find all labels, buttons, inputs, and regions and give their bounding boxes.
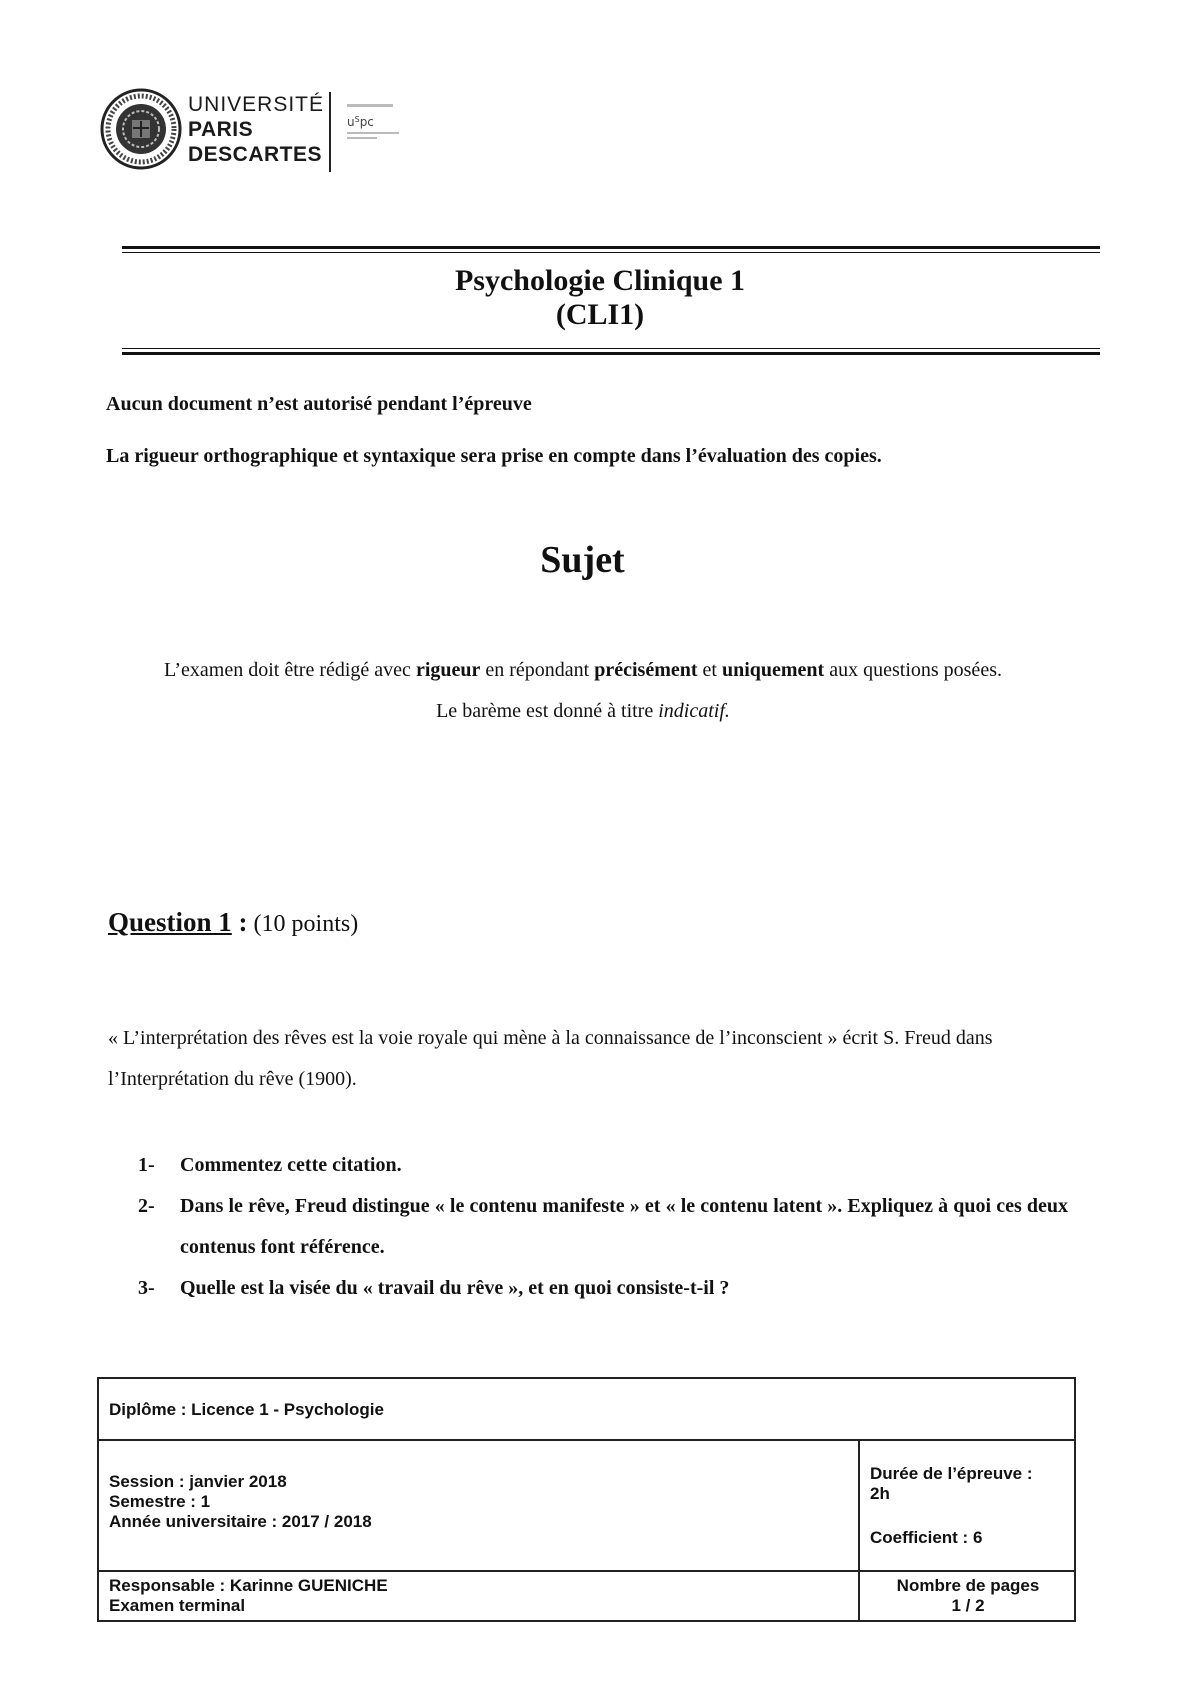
- question-item: [138, 1145, 1068, 1186]
- question-item-text: Quelle est la visée du « travail du rêve », et en quoi consiste-t-il ?: [180, 1277, 730, 1299]
- question-points: (10 points): [247, 911, 359, 937]
- question-list: [138, 1145, 1068, 1309]
- title-rule-top-thin: [122, 252, 1100, 253]
- intro-text-1: L’examen doit être rédigé avec: [164, 659, 416, 681]
- question-item-text: Commentez cette citation.: [180, 1154, 402, 1176]
- info-row-diploma: [99, 1379, 1074, 1441]
- question-colon: :: [231, 907, 248, 937]
- question-item-number: 3-: [138, 1277, 155, 1299]
- university-name-line1: UNIVERSITÉ: [188, 93, 325, 116]
- responsible-field: Responsable : Karinne GUENICHE: [109, 1576, 388, 1595]
- page-count-label: Nombre de pages: [896, 1576, 1040, 1595]
- question-item-number: 2-: [138, 1195, 155, 1217]
- intro-text-3: et: [697, 659, 722, 681]
- subject-instructions: [118, 650, 1048, 691]
- info-row-session: [99, 1439, 1074, 1572]
- academic-year-field: Année universitaire : 2017 / 2018: [109, 1512, 372, 1531]
- intro-text-2: en répondant: [480, 659, 595, 681]
- intro-bold-1: rigueur: [415, 659, 481, 681]
- course-code: (CLI1): [555, 298, 645, 331]
- notice-spelling: La rigueur orthographique et syntaxique sera prise en compte dans l’évaluation des copies.: [106, 445, 882, 467]
- exam-info-table: [97, 1377, 1076, 1622]
- logo-divider: [329, 92, 331, 172]
- university-name-line3: DESCARTES: [188, 143, 323, 166]
- title-rule-bottom-thin: [122, 348, 1100, 349]
- subject-intro: [118, 650, 1048, 732]
- university-seal-icon: [100, 88, 182, 170]
- intro-text-4: aux questions posées.: [824, 659, 1002, 681]
- course-name: Psychologie Clinique 1: [454, 264, 746, 297]
- intro-bold-3: uniquement: [721, 659, 825, 681]
- info-row-responsible: [99, 1570, 1074, 1622]
- info-table-divider: [858, 1439, 860, 1622]
- university-name: [188, 92, 324, 167]
- question-item: [138, 1268, 1068, 1309]
- university-logo: [100, 88, 440, 188]
- freud-quote: « L’interprétation des rêves est la voie royale qui mène à la connaissance de l’inconscient » écrit S. Freud dans l’Interprétation du rêve (1900).: [108, 1027, 993, 1090]
- duration-label: Durée de l’épreuve :: [870, 1464, 1033, 1483]
- partner-logo: [347, 104, 407, 147]
- question-label: Question 1: [108, 907, 232, 937]
- grading-text: Le barème est donné à titre: [436, 700, 659, 722]
- semester-field: Semestre : 1: [109, 1492, 211, 1511]
- grading-italic: indicatif.: [658, 700, 730, 722]
- duration-value: 2h: [870, 1484, 890, 1503]
- notice-no-documents: Aucun document n’est autorisé pendant l’épreuve: [106, 393, 532, 415]
- exam-type-field: Examen terminal: [109, 1596, 246, 1615]
- intro-bold-2: précisément: [594, 659, 698, 681]
- question-item-text: Dans le rêve, Freud distingue « le contenu manifeste » et « le contenu latent ». Expliquez à quoi ces deux contenus font référence.: [180, 1195, 1068, 1258]
- grading-note: [118, 691, 1048, 732]
- question-heading: [108, 907, 358, 938]
- title-rule-top: [122, 246, 1100, 249]
- university-name-line2: PARIS: [188, 118, 254, 141]
- coefficient-field: Coefficient : 6: [870, 1528, 983, 1547]
- partner-mark-icon: [347, 104, 407, 144]
- question-item-number: 1-: [138, 1154, 155, 1176]
- exam-title: [0, 264, 1200, 332]
- subject-heading: Sujet: [540, 539, 625, 581]
- session-field: Session : janvier 2018: [109, 1472, 287, 1491]
- page-count-value: 1 / 2: [951, 1596, 985, 1615]
- svg-text:uSpc: $u^Spc$: [347, 115, 374, 129]
- question-item: [138, 1186, 1068, 1268]
- title-rule-bottom: [122, 352, 1100, 355]
- diploma-field: Diplôme : Licence 1 - Psychologie: [109, 1400, 384, 1419]
